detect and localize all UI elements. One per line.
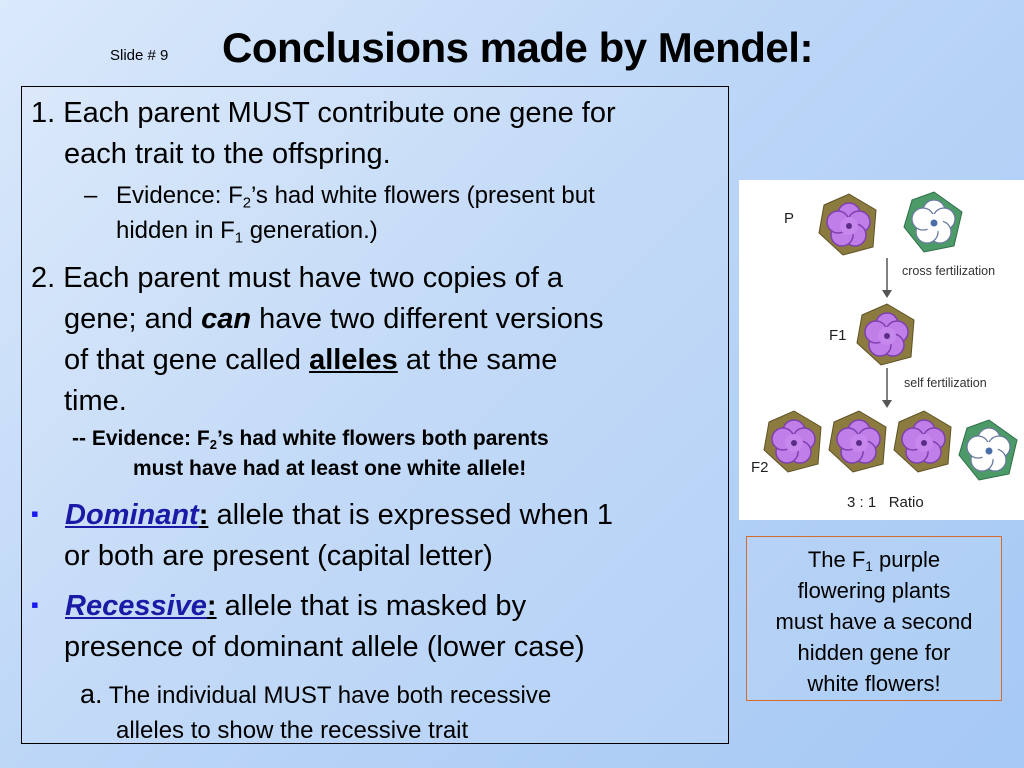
recessive-term: Recessive bbox=[65, 590, 207, 622]
dominant-line-1: Dominant: allele that is expressed when 1 bbox=[65, 499, 614, 531]
point-2-line-4: time. bbox=[64, 385, 127, 417]
generation-p-label: P bbox=[784, 210, 795, 227]
note-line-1: The $F_1$ purple bbox=[807, 547, 941, 575]
recessive-line-2: presence of dominant allele (lower case) bbox=[64, 631, 585, 663]
purple-flower-f2-2 bbox=[829, 411, 886, 472]
square-bullet-icon: ▪ bbox=[31, 501, 39, 526]
page-title: Conclusions made by Mendel: bbox=[222, 24, 813, 71]
generation-f1-label: F1 bbox=[829, 327, 847, 344]
point-1-line-2: each trait to the offspring. bbox=[64, 138, 391, 170]
point-1-line-1: 1. Each parent MUST contribute one gene for bbox=[31, 97, 616, 129]
point-2-line-2: gene; and can have two different versions bbox=[64, 303, 604, 335]
purple-flower-f2-1 bbox=[764, 411, 821, 472]
point-2-line-3: of that gene called alleles at the same bbox=[64, 344, 558, 376]
note-line-3: must have a second bbox=[775, 609, 973, 634]
evidence-2-line-1: -- Evidence: $F_2’s$ had white flowers both parents bbox=[72, 427, 549, 452]
cross-diagram-graphic bbox=[739, 180, 1024, 520]
note-line-2: flowering plants bbox=[797, 578, 951, 603]
sub-point-a-line-1: a. The individual MUST have both recessive bbox=[80, 679, 552, 709]
dominant-line-2: or both are present (capital letter) bbox=[64, 540, 493, 572]
note-line-4: hidden gene for bbox=[797, 640, 951, 665]
mendel-cross-diagram bbox=[739, 180, 1024, 520]
evidence-1-line-1: Evidence: $F_2’s$ had white flowers (present but bbox=[116, 182, 595, 212]
square-bullet-icon: ▪ bbox=[31, 592, 39, 617]
note-box bbox=[746, 536, 1002, 701]
recessive-line-1: Recessive: allele that is masked by bbox=[65, 590, 527, 622]
purple-flower-p bbox=[819, 194, 876, 255]
dominant-term: Dominant bbox=[65, 499, 199, 531]
self-fertilization-label: self fertilization bbox=[904, 376, 987, 390]
dash-bullet: – bbox=[84, 182, 98, 209]
slide-number: Slide # 9 bbox=[110, 47, 169, 64]
white-flower-p bbox=[904, 192, 962, 252]
cross-fertilization-label: cross fertilization bbox=[902, 264, 996, 278]
purple-flower-f2-3 bbox=[894, 411, 951, 472]
emphasis-alleles: alleles bbox=[309, 344, 398, 376]
point-2-line-1: 2. Each parent must have two copies of a bbox=[31, 262, 563, 294]
ratio-label: 3 : 1 Ratio bbox=[847, 494, 924, 511]
note-line-5: white flowers! bbox=[807, 671, 941, 696]
evidence-2-line-2: must have had at least one white allele! bbox=[133, 457, 527, 480]
content-box bbox=[21, 86, 729, 744]
emphasis-can: can bbox=[201, 303, 252, 335]
sub-point-a-line-2: alleles to show the recessive trait bbox=[116, 717, 469, 744]
evidence-1-line-2: hidden in $F_1$ generation.) bbox=[116, 217, 378, 247]
purple-flower-f1 bbox=[857, 304, 914, 365]
white-flower-f2 bbox=[959, 420, 1017, 480]
generation-f2-label: F2 bbox=[751, 459, 769, 476]
